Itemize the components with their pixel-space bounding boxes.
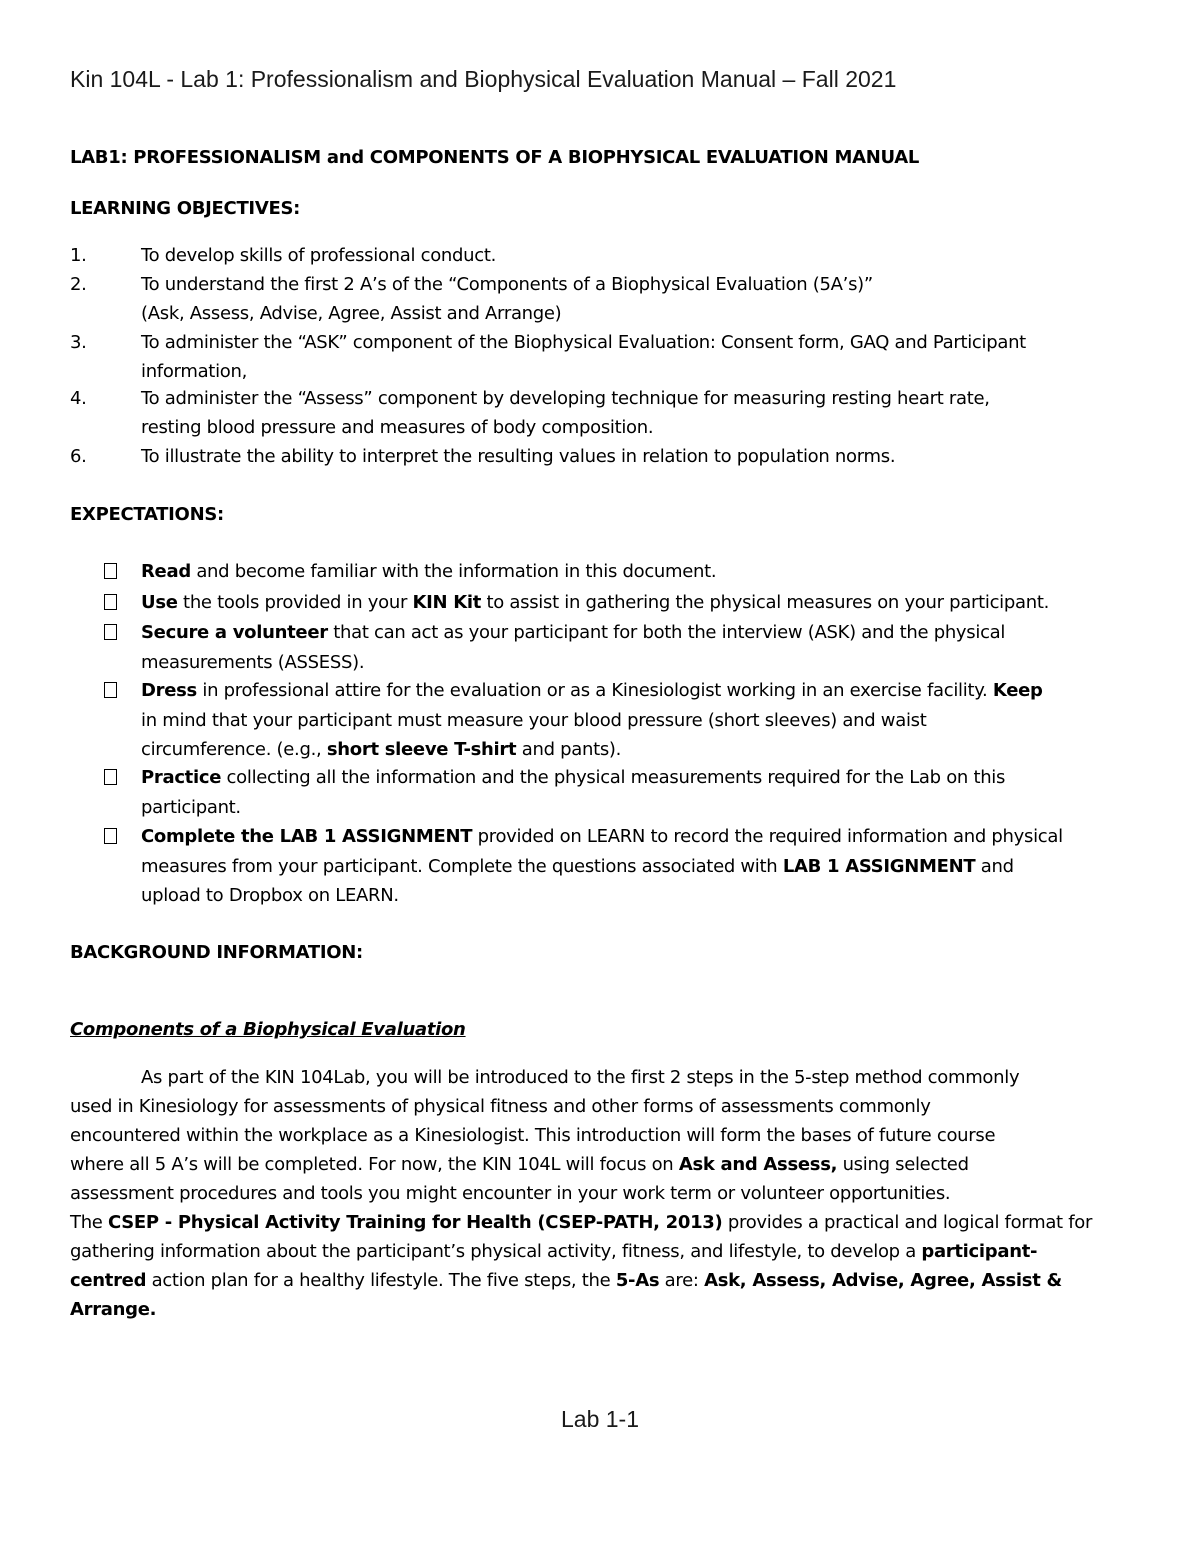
checkbox-icon — [104, 624, 117, 640]
objective-number: 6. — [70, 446, 87, 467]
section-title: Components of a Biophysical Evaluation — [70, 1019, 466, 1040]
objective-text: To develop skills of professional conduct. — [141, 245, 497, 266]
checkbox-icon — [104, 682, 117, 698]
objective-number: 4. — [70, 388, 87, 409]
background-heading: BACKGROUND INFORMATION: — [70, 942, 363, 963]
objective-text: (Ask, Assess, Advise, Agree, Assist and Arrange) — [141, 303, 562, 324]
background-paragraph: As part of the KIN 104Lab, you will be introduced to the first 2 steps in the 5-step method commonly used in Kinesiology for assessments of physical fitness and other forms of assessments commonly encountered within the workplace as a Kinesiologist. This introduction will form the bases of future course where all 5 A’s will be completed. For now, the KIN 104L will focus on Ask and Assess, using selected assessment procedures and tools you might encounter in your work term or volunteer opportunities. The CSEP - Physical Activity Training for Health (CSEP-PATH, 2013) provides a practical and logical format for gathering information about the participant’s physical activity, fitness, and lifestyle, to develop a participant- centred action plan for a healthy lifestyle. The five steps, the 5-As are: Ask, Assess, Advise, Agree, Assist & Arrange. — [70, 1067, 1093, 1320]
objective-text: resting blood pressure and measures of body composition. — [141, 417, 654, 438]
page-header: Kin 104L - Lab 1: Professionalism and Biophysical Evaluation Manual – Fall 2021 — [70, 66, 897, 92]
objective-text: information, — [141, 361, 248, 382]
objective-number: 2. — [70, 274, 87, 295]
objective-text: To illustrate the ability to interpret the resulting values in relation to population norms. — [141, 446, 896, 467]
objective-text: To administer the “Assess” component by developing technique for measuring resting heart rate, — [141, 388, 990, 409]
objective-text: To understand the first 2 A’s of the “Components of a Biophysical Evaluation (5A’s)” — [141, 274, 873, 295]
objective-number: 3. — [70, 332, 87, 353]
objectives-heading: LEARNING OBJECTIVES: — [70, 198, 301, 219]
objective-number: 1. — [70, 245, 87, 266]
checkbox-icon — [104, 828, 117, 844]
document-page: Kin 104L - Lab 1: Professionalism and Biophysical Evaluation Manual – Fall 2021 LAB1: PROFESSIONALISM and COMPONENTS OF A BIOPHYSICAL EVALUATION MANUAL LEARNING OBJECTIVES: 1. To develop skills of professional conduct. 2. To understand the first 2 A’s of the “Components of a Biophysical Evaluation (5A’s)” (Ask, Assess, Advise, Agree, Assist and Arrange) 3. To administer the “ASK” component of the Biophysical Evaluation: Consent form, GAQ and Participant information, 4. To administer the “Assess” component by developing technique for measuring resting heart rate, resting blood pressure and measures of body composition. 6. To illustrate the ability to interpret the resulting values in relation to population norms. EXPECTATIONS: Read and become familiar with the information in this document. Use the tools provided in your KIN Kit to assist in gathering the physical measures on your participant. Secure a volunteer that can act as your participant for both the interview (ASK) and the physical measurements (ASSESS). Dress in professional attire for the evaluation or as a Kinesiologist working in an exercise facility. Keep in mind that your participant must measure your blood pressure (short sleeves) and waist circumference. (e.g., short sleeve T-shirt and pants). Practice collecting all the information and the physical measurements required for the Lab on this participant. Complete the LAB 1 ASSIGNMENT provided on LEARN to record the required information and physical measures from your participant. Complete the questions associated with LAB 1 ASSIGNMENT and upload to Dropbox on LEARN. BACKGROUND INFORMATION: Components of a Biophysical Evaluation As part of the KIN 104Lab, you will be introduced to the first 2 steps in the 5-step method commonly used in Kinesiology for assessments of physical fitness and other forms of assessments commonly encountered within the workplace as a Kinesiologist. This introduction will form the bases of future course where all 5 A’s will be completed. For now, the KIN 104L will focus on Ask and Assess, using selected assessment procedures and tools you might encounter in your work term or volunteer opportunities. The CSEP - Physical Activity Training for Health (CSEP-PATH, 2013) provides a practical and logical format for gathering information about the participant’s physical activity, fitness, and lifestyle, to develop a participant- centred action plan for a healthy lifestyle. The five steps, the 5-As are: Ask, Assess, Advise, Agree, Assist & Arrange. Lab 1-1 — [0, 0, 1200, 1553]
document-title: LAB1: PROFESSIONALISM and COMPONENTS OF A BIOPHYSICAL EVALUATION MANUAL — [70, 147, 920, 168]
expectations-heading: EXPECTATIONS: — [70, 504, 224, 525]
checkbox-icon — [104, 769, 117, 785]
objective-text: To administer the “ASK” component of the Biophysical Evaluation: Consent form, GAQ and Participant — [141, 332, 1026, 353]
checkbox-icon — [104, 563, 117, 579]
checkbox-icon — [104, 594, 117, 610]
page-footer: Lab 1-1 — [560, 1406, 639, 1432]
